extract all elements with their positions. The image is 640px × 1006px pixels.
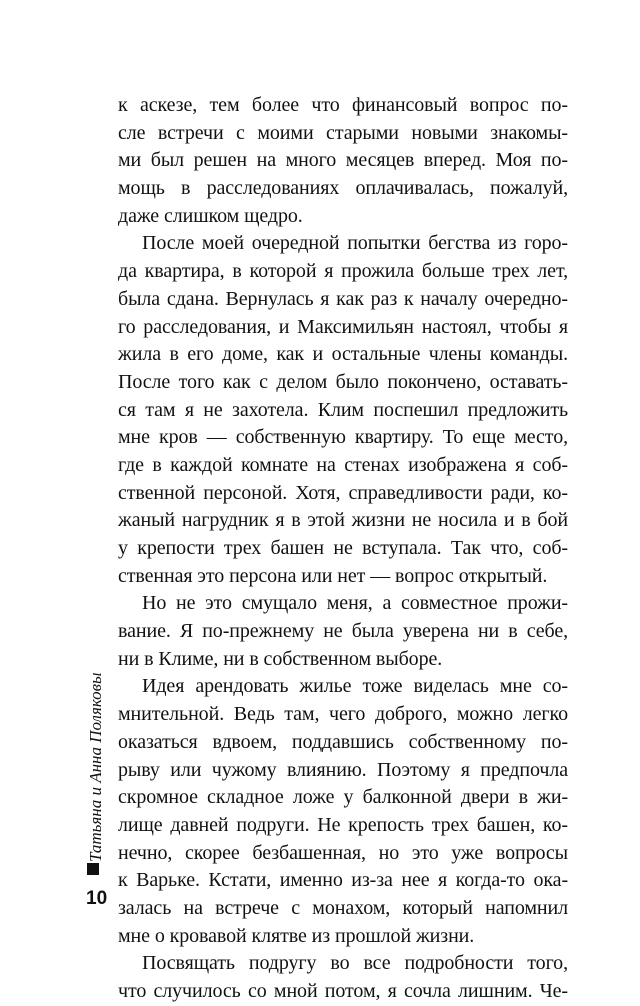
text-line: лище давней подруги. Не крепость трех башен, ко-	[118, 813, 568, 836]
text-line: жила в его доме, как и остальные члены команды.	[118, 343, 568, 366]
body-text	[118, 92, 568, 1006]
text-line: где в каждой комнате на стенах изображена я соб-	[118, 453, 568, 476]
text-line: у крепости трех башен не вступала. Так что, соб-	[118, 537, 568, 559]
text-line: Идея арендовать жилье тоже виделась мне со-	[142, 675, 568, 698]
text-line: да квартира, в которой я прожила больше трех лет,	[118, 260, 568, 283]
text-line: скромное складное ложе у балконной двери в жи-	[118, 786, 568, 809]
text-line: была сдана. Вернулась я как раз к началу очередно-	[118, 287, 568, 310]
text-line: оказаться вдвоем, поддавшись собственному по-	[118, 730, 568, 753]
text-line: нечно, скорее безбашенная, но это уже вопросы	[118, 841, 568, 864]
text-line: ственной персоной. Хотя, справедливости ради, ко-	[118, 481, 568, 504]
text-line: ми был решен на много месяцев вперед. Моя по-	[118, 149, 568, 172]
text-line: рыву или чужому влиянию. Поэтому я предпочла	[118, 758, 568, 781]
text-line: вание. Я по-прежнему не была уверена ни в себе,	[118, 620, 568, 643]
text-line: го расследования, и Максимильян настоял, чтобы я	[118, 315, 568, 338]
text-line: Посвящать подругу во все подробности того,	[142, 952, 568, 975]
text-line: к аскезе, тем более что финансовый вопрос по-	[118, 94, 568, 116]
text-line: сле встречи с моими старыми новыми знакомы-	[118, 121, 568, 144]
text-line: После того как с делом было покончено, оставать-	[118, 370, 568, 393]
page-number: 10	[86, 888, 108, 909]
text-line: мощь в расследованиях оплачивалась, пожалуй,	[118, 177, 568, 200]
text-line: ни в Климе, ни в собственном выборе.	[118, 647, 443, 670]
text-line: даже слишком щедро.	[118, 204, 303, 227]
text-line: мне кров — собственную квартиру. То еще место,	[118, 426, 568, 449]
text-line: Но не это смущало меня, а совместное прожи-	[142, 592, 568, 615]
text-line: ственная это персона или нет — вопрос открытый.	[118, 564, 548, 587]
text-line: залась на встрече с монахом, который напомнил	[118, 896, 568, 919]
text-line: жаный нагрудник я в этой жизни не носила и в бой	[118, 509, 568, 532]
running-head-author: Татьяна и Анна Поляковы	[86, 672, 105, 862]
text-line: мнительной. Ведь там, чего доброго, можно легко	[118, 703, 568, 726]
text-line: к Варьке. Кстати, именно из-за нее я когда-то ока-	[118, 869, 568, 892]
text-line: что случилось со мной потом, я сочла лишним. Че-	[118, 980, 568, 1002]
page-marker-square	[87, 863, 99, 875]
text-line: После моей очередной попытки бегства из горо-	[142, 232, 568, 255]
text-line: ся там я не захотела. Клим поспешил предложить	[118, 398, 568, 421]
text-line: мне о кровавой клятве из прошлой жизни.	[118, 924, 475, 947]
